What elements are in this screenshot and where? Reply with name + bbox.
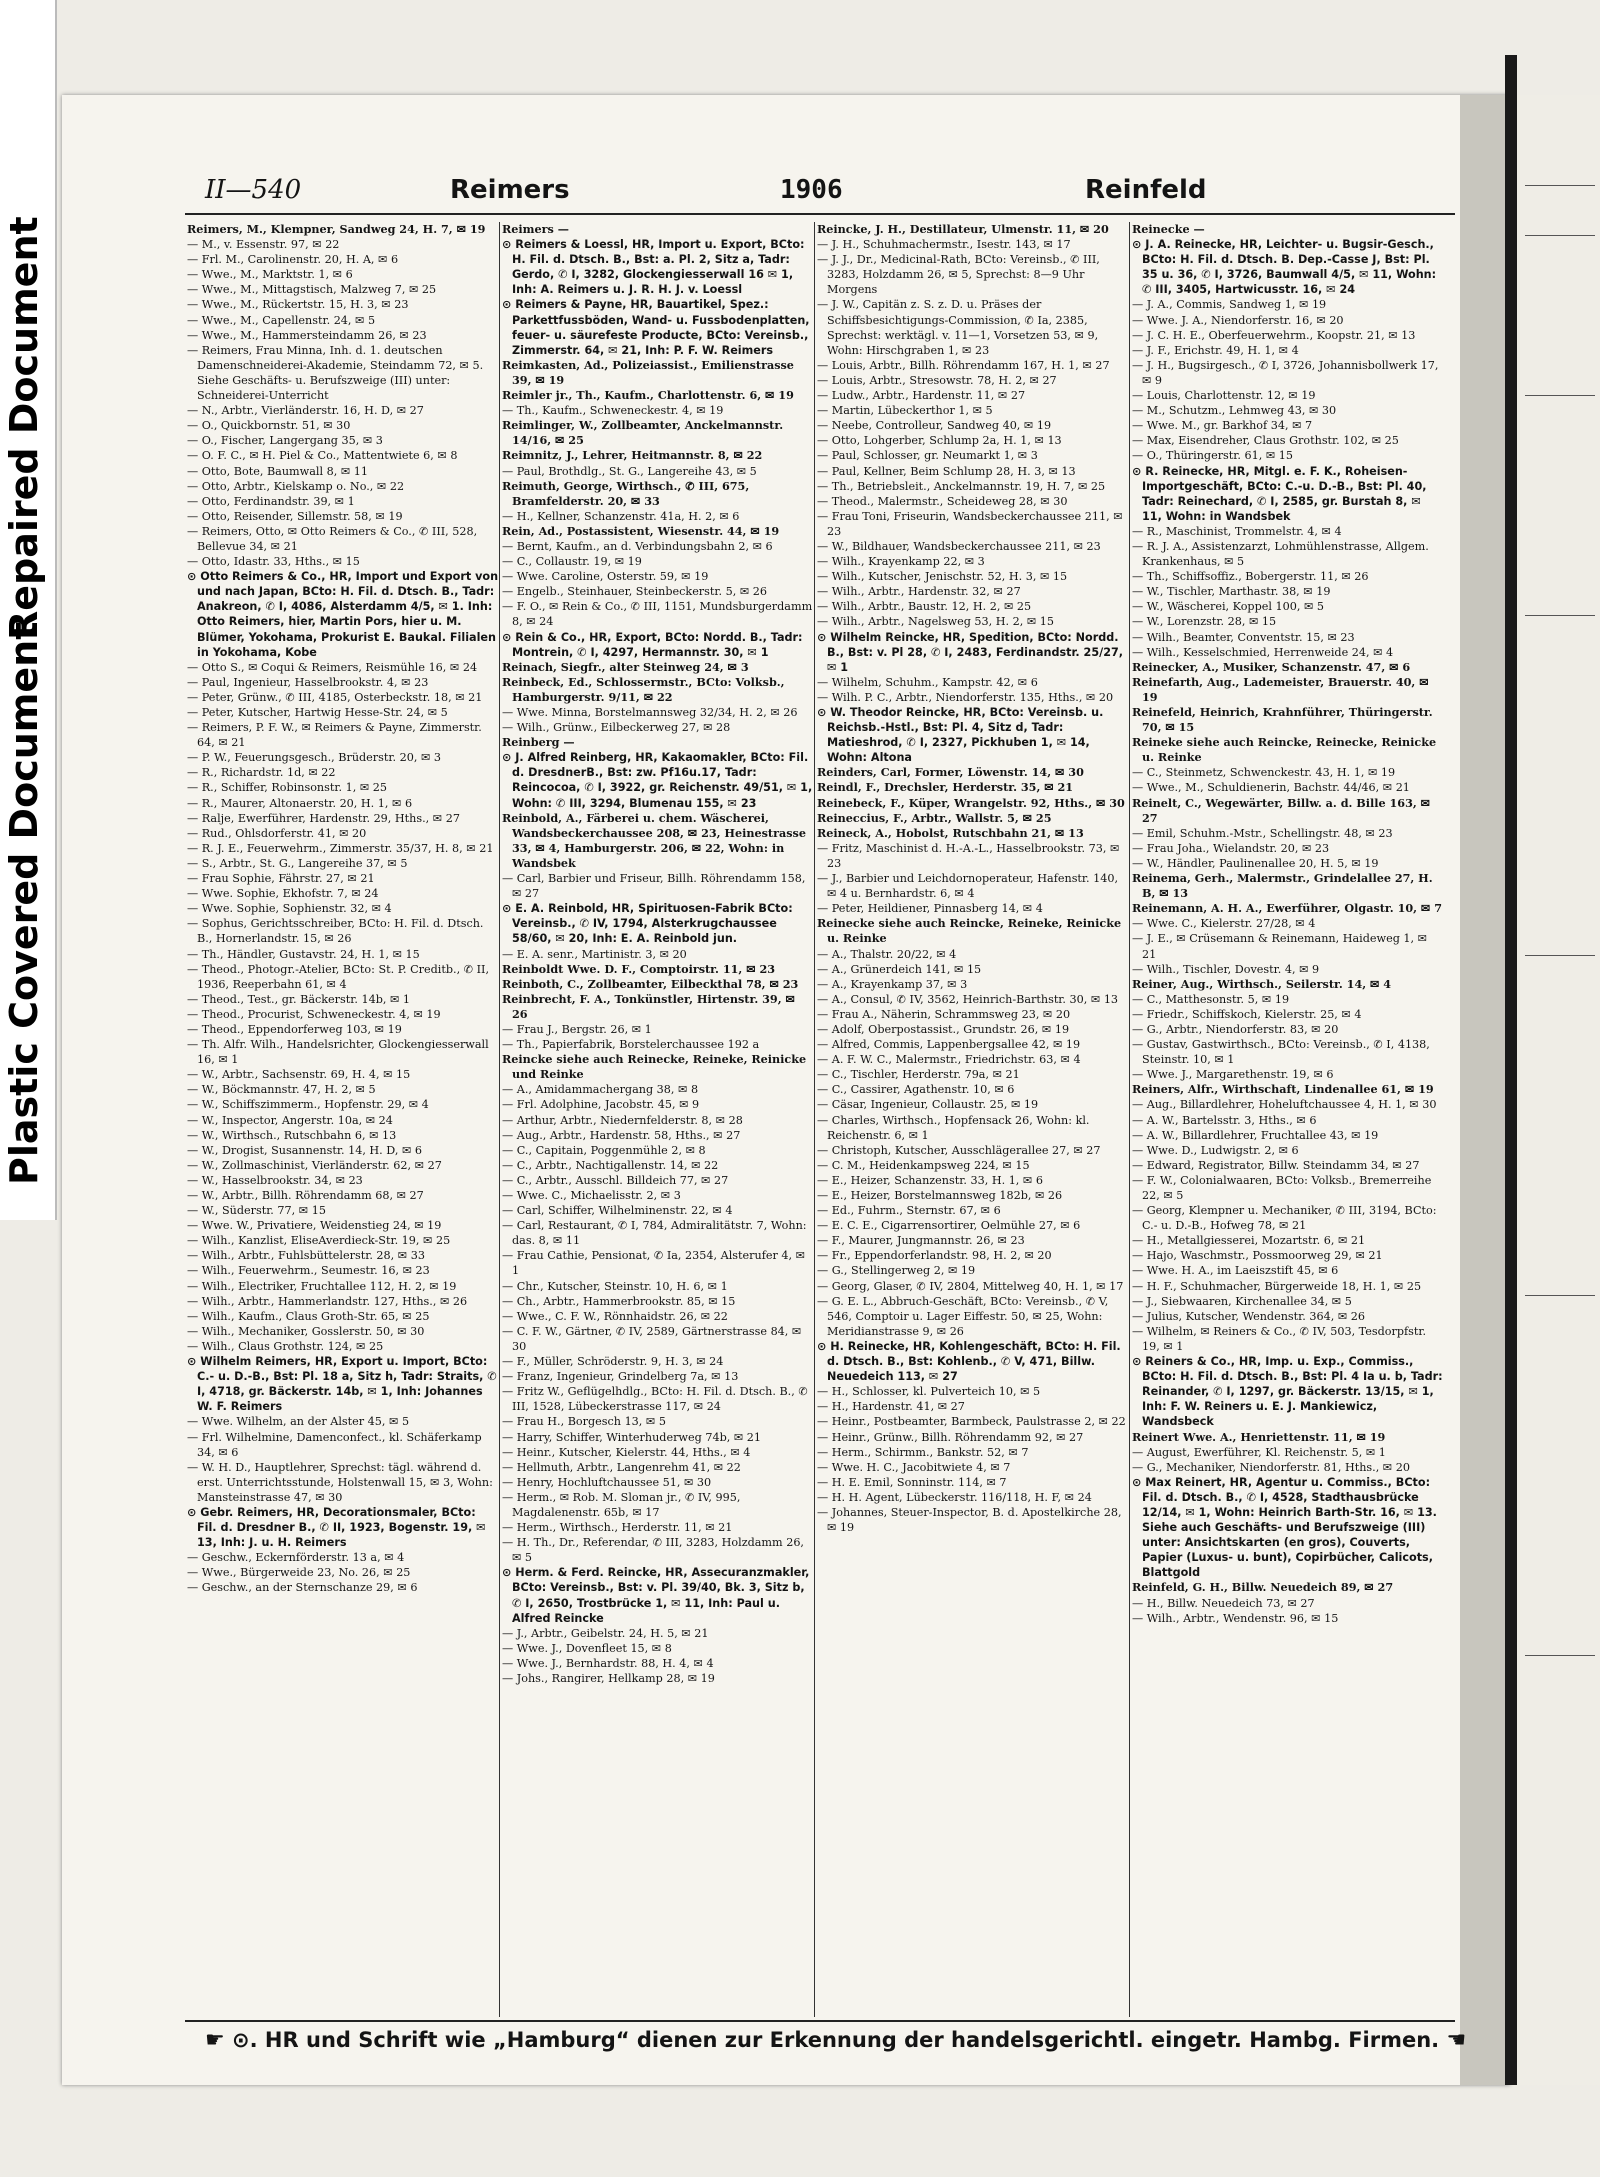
directory-entry: — Frau Toni, Friseurin, Wandsbeckerchaussee 211, ✉ 23 — [817, 509, 1123, 538]
directory-entry: — Sophus, Gerichtsschreiber, BCto: H. Fil. d. Dtsch. B., Hornerlandstr. 15, ✉ 26 — [187, 917, 484, 946]
directory-entry: — M., v. Essenstr. 97, ✉ 22 — [187, 238, 340, 252]
directory-entry: — Reimers, Otto, ✉ Otto Reimers & Co., ✆ III, 528, Bellevue 34, ✉ 21 — [187, 524, 478, 553]
directory-entry: — Frl. M., Carolinenstr. 20, H. A, ✉ 6 — [187, 253, 399, 267]
directory-entry: Reinecke siehe auch Reincke, Reineke, Reinicke u. Reinke — [817, 916, 1122, 946]
directory-entry: — Wwe. C., Michaelisstr. 2, ✉ 3 — [502, 1189, 681, 1202]
directory-entry: ⊙ Gebr. Reimers, HR, Decorationsmaler, BCto: Fil. d. Dresdner B., ✆ II, 1923, Bogenstr. 19, ✉ 13, Inh: J. u. H. Reimers — [187, 1505, 486, 1550]
directory-entry: — Wilh., Kanzlist, EliseAverdieck-Str. 19, ✉ 25 — [187, 1234, 451, 1248]
facing-page-edge — [1517, 95, 1600, 2085]
directory-entry: — Wwe., M., Rückertstr. 15, H. 3, ✉ 23 — [187, 298, 409, 312]
directory-entry: — C., Cassirer, Agathenstr. 10, ✉ 6 — [817, 1083, 1015, 1097]
directory-entry: Reindl, F., Drechsler, Herderstr. 35, ✉ 21 — [817, 780, 1074, 795]
directory-entry: — Geschw., Eckernförderstr. 13 a, ✉ 4 — [187, 1551, 405, 1565]
directory-entry: Reinema, Gerh., Malermstr., Grindelallee 27, H. B, ✉ 13 — [1132, 871, 1433, 901]
directory-entry: — M., Schutzm., Lehmweg 43, ✉ 30 — [1132, 404, 1337, 418]
directory-entry: ⊙ Wilhelm Reimers, HR, Export u. Import, BCto: C.- u. D.-B., Bst: Pl. 18 a, Sitz h, Tadr: Straits, ✆ I, 4718, gr. Bäckerstr. 14b, ✉ 1, Inh: Johannes W. F. Reimers — [187, 1355, 497, 1414]
directory-entry: — Th., Papierfabrik, Borstelerchaussee 192 a — [502, 1038, 760, 1052]
directory-entry: Reinbrecht, F. A., Tonkünstler, Hirtenstr. 39, ✉ 26 — [502, 991, 795, 1021]
directory-entry: — Wwe. W., Privatiere, Weidenstieg 24, ✉ 19 — [187, 1219, 442, 1233]
directory-entry: — J. H., Bugsirgesch., ✆ I, 3726, Johannisbollwerk 17, ✉ 9 — [1132, 358, 1439, 387]
directory-entry: — A., Grünerdeich 141, ✉ 15 — [817, 962, 982, 976]
directory-entry: — Otto, Bote, Baumwall 8, ✉ 11 — [187, 464, 368, 478]
directory-entry: — Frl. Adolphine, Jacobstr. 45, ✉ 9 — [502, 1098, 700, 1112]
directory-entry: — Engelb., Steinhauer, Steinbeckerstr. 5, ✉ 26 — [502, 585, 768, 599]
directory-entry: — Th. Alfr. Wilh., Handelsrichter, Glockengiesserwall 16, ✉ 1 — [187, 1038, 489, 1067]
book-gutter — [1505, 55, 1517, 2085]
directory-entry: — W., Drogist, Susannenstr. 14, H. D, ✉ 6 — [187, 1143, 423, 1157]
footer-text: ⊙. HR und Schrift wie „Hamburg“ dienen zur Erkennung der handelsgerichtl. eingetr. Hambg. Firmen. — [232, 2028, 1440, 2052]
directory-entry: — O. F. C., ✉ H. Piel & Co., Mattentwiete 6, ✉ 8 — [187, 449, 458, 463]
directory-entry: — Wilh., Arbtr., Fuhlsbüttelerstr. 28, ✉ 33 — [187, 1249, 425, 1263]
directory-entry: — Christoph, Kutscher, Ausschlägerallee 27, ✉ 27 — [817, 1143, 1101, 1157]
directory-entry: — Wilh., Arbtr., Baustr. 12, H. 2, ✉ 25 — [817, 600, 1032, 614]
directory-entry: — Fritz, Maschinist d. H.-A.-L., Hasselbrookstr. 73, ✉ 23 — [817, 841, 1120, 870]
directory-entry: — Chr., Kutscher, Steinstr. 10, H. 6, ✉ 1 — [502, 1279, 728, 1293]
directory-entry: Reincke siehe auch Reinecke, Reineke, Reinicke und Reinke — [502, 1052, 807, 1082]
directory-entry: Reineke siehe auch Reincke, Reinecke, Reinicke u. Reinke — [1132, 735, 1437, 765]
directory-entry: — W., Arbtr., Billh. Röhrendamm 68, ✉ 27 — [187, 1189, 424, 1202]
header-first-entry: Reimers — [450, 175, 570, 205]
directory-entry: — Wilh., Tischler, Dovestr. 4, ✉ 9 — [1132, 962, 1320, 976]
directory-entry: — Wwe. J., Dovenfleet 15, ✉ 8 — [502, 1641, 672, 1655]
directory-entry: — Wilh., Feuerwehrm., Seumestr. 16, ✉ 23 — [187, 1264, 430, 1278]
directory-entry: — Paul, Kellner, Beim Schlump 28, H. 3, ✉ 13 — [817, 464, 1076, 478]
directory-entry: ⊙ Otto Reimers & Co., HR, Import und Export von und nach Japan, BCto: H. Fil. d. Dtsch. B., Tadr: Anakreon, ✆ I, 4086, Alsterdamm 4/5, ✉ 1. Inh: Otto Reimers, hier, Martin Pors, hier u. M. Blümer, Yokohama, Prokurist E. Baukal. Filialen in Yokohama, Kobe — [187, 570, 499, 659]
directory-entry: — Gustav, Gastwirthsch., BCto: Vereinsb., ✆ I, 4138, Steinstr. 10, ✉ 1 — [1132, 1038, 1430, 1067]
directory-entry: — C., Matthesonstr. 5, ✉ 19 — [1132, 992, 1290, 1006]
directory-entry: — Heinr., Grünw., Billh. Röhrendamm 92, ✉ 27 — [817, 1430, 1084, 1444]
directory-entry: — Frau J., Bergstr. 26, ✉ 1 — [502, 1022, 652, 1036]
directory-entry: Reinbeck, Ed., Schlossermstr., BCto: Volksb., Hamburgerstr. 9/11, ✉ 22 — [502, 674, 785, 704]
directory-entry: — Wwe. H. A., im Laeiszstift 45, ✉ 6 — [1132, 1264, 1339, 1278]
directory-entry: — R., Maschinist, Trommelstr. 4, ✉ 4 — [1132, 524, 1342, 538]
directory-entry: — Henry, Hochluftchaussee 51, ✉ 30 — [502, 1475, 712, 1489]
directory-entry: — Bernt, Kaufm., an d. Verbindungsbahn 2, ✉ 6 — [502, 539, 773, 553]
directory-entry: — Paul, Ingenieur, Hasselbrookstr. 4, ✉ 23 — [187, 675, 429, 689]
directory-entry: ⊙ Max Reinert, HR, Agentur u. Commiss., BCto: Fil. d. Dtsch. B., ✆ I, 4528, Stadthausbrücke 12/14, ✉ 1, Wohn: Heinrich Barth-Str. 16, ✉ 13. Siehe auch Geschäfts- und Berufszweige (III) unter: Ansichtskarten (en gros), Couverts, Papier (Luxus- u. bunt), Copirbücher, Calicots, Blattgold — [1132, 1475, 1437, 1580]
directory-entry: Reimlinger, W., Zollbeamter, Anckelmannstr. 14/16, ✉ 25 — [502, 418, 784, 448]
directory-entry: — Wwe. D., Ludwigstr. 2, ✉ 6 — [1132, 1143, 1299, 1157]
directory-entry: — Frau Sophie, Fährstr. 27, ✉ 21 — [187, 872, 375, 886]
footer-rule — [185, 2020, 1455, 2022]
directory-entry: — C., Steinmetz, Schwenckestr. 43, H. 1, ✉ 19 — [1132, 766, 1396, 780]
directory-entry: — Frau Joha., Wielandstr. 20, ✉ 23 — [1132, 841, 1330, 855]
directory-entry: — Wwe., M., Schuldienerin, Bachstr. 44/46, ✉ 21 — [1132, 781, 1410, 795]
directory-entry: — Paul, Schlosser, gr. Neumarkt 1, ✉ 3 — [817, 449, 1038, 463]
directory-entry: — Carl, Restaurant, ✆ I, 784, Admiralitätstr. 7, Wohn: das. 8, ✉ 11 — [502, 1219, 807, 1248]
directory-entry: — P. W., Feuerungsgesch., Brüderstr. 20, ✉ 3 — [187, 751, 442, 765]
directory-entry: — H. E. Emil, Sonninstr. 114, ✉ 7 — [817, 1475, 1007, 1489]
directory-entry: — A., Thalstr. 20/22, ✉ 4 — [817, 947, 957, 961]
directory-entry: — Wilh., Mechaniker, Gosslerstr. 50, ✉ 30 — [187, 1324, 425, 1338]
directory-entry: — A., Consul, ✆ IV, 3562, Heinrich-Barthstr. 30, ✉ 13 — [817, 992, 1119, 1006]
directory-entry: — Herm., ✉ Rob. M. Sloman jr., ✆ IV, 995, Magdalenenstr. 65b, ✉ 17 — [502, 1490, 741, 1519]
directory-entry: — A. W., Billardlehrer, Fruchtallee 43, ✉ 19 — [1132, 1128, 1379, 1142]
directory-entry: — E., Heizer, Schanzenstr. 33, H. 1, ✉ 6 — [817, 1173, 1043, 1187]
directory-entry: — Aug., Arbtr., Hardenstr. 58, Hths., ✉ 27 — [502, 1128, 741, 1142]
directory-entry: Reinecke — — [1132, 222, 1205, 236]
directory-entry: — H., Metallgiesserei, Mozartstr. 6, ✉ 21 — [1132, 1234, 1366, 1248]
directory-entry: — H., Kellner, Schanzenstr. 41a, H. 2, ✉ 6 — [502, 509, 740, 523]
column-divider — [1129, 222, 1130, 2017]
directory-entry: Reimkasten, Ad., Polizeiassist., Emilienstrasse 39, ✉ 19 — [502, 357, 794, 387]
directory-entry: — Peter, Grünw., ✆ III, 4185, Osterbeckstr. 18, ✉ 21 — [187, 690, 483, 704]
directory-entry: — C. F. W., Gärtner, ✆ IV, 2589, Gärtnerstrasse 84, ✉ 30 — [502, 1324, 802, 1353]
directory-entry: — Ralje, Ewerführer, Hardenstr. 29, Hths., ✉ 27 — [187, 811, 460, 825]
directory-entry: — C., Arbtr., Ausschl. Billdeich 77, ✉ 27 — [502, 1173, 729, 1187]
directory-entry: Reinbold, A., Färberei u. chem. Wäscherei, Wandsbeckerchaussee 208, ✉ 23, Heinestrasse 33, ✉ 4, Hamburgerstr. 206, ✉ 22, Wohn: in Wandsbek — [502, 810, 806, 870]
directory-entry: — Neebe, Controlleur, Sandweg 40, ✉ 19 — [817, 419, 1052, 433]
header-year: 1906 — [780, 175, 843, 205]
directory-entry: — Theod., Malermstr., Scheideweg 28, ✉ 30 — [817, 494, 1068, 508]
directory-entry: — Wwe. M., gr. Barkhof 34, ✉ 7 — [1132, 419, 1313, 433]
directory-entry: — Peter, Kutscher, Hartwig Hesse-Str. 24, ✉ 5 — [187, 706, 448, 719]
directory-entry: Reineccius, F., Arbtr., Wallstr. 5, ✉ 25 — [817, 810, 1052, 825]
directory-entry: — Th., Händler, Gustavstr. 24, H. 1, ✉ 15 — [187, 947, 420, 961]
directory-entry: — J., Arbtr., Geibelstr. 24, H. 5, ✉ 21 — [502, 1626, 709, 1640]
directory-entry: — Wwe., M., Hammersteindamm 26, ✉ 23 — [187, 328, 427, 342]
directory-entry: — Geschw., an der Sternschanze 29, ✉ 6 — [187, 1581, 418, 1595]
directory-entry: — J. J., Dr., Medicinal-Rath, BCto: Vereinsb., ✆ III, 3283, Holzdamm 26, ✉ 5, Sprechst: 8—9 Uhr Morgens — [817, 253, 1100, 297]
directory-entry: — R., Maurer, Altonaerstr. 20, H. 1, ✉ 6 — [187, 796, 413, 810]
directory-entry: — Emil, Schuhm.-Mstr., Schellingstr. 48, ✉ 23 — [1132, 826, 1393, 840]
directory-entry: — W., Hasselbrookstr. 34, ✉ 23 — [187, 1173, 363, 1187]
directory-entry: Reimler jr., Th., Kaufm., Charlottenstr. 6, ✉ 19 — [502, 388, 794, 403]
directory-entry: Reiner, Aug., Wirthsch., Seilerstr. 14, ✉ 4 — [1132, 976, 1392, 991]
directory-entry: — A., Krayenkamp 37, ✉ 3 — [817, 977, 968, 991]
directory-column-1 — [187, 222, 499, 2017]
directory-entry: ⊙ H. Reinecke, HR, Kohlengeschäft, BCto: H. Fil. d. Dtsch. B., Bst: Kohlenb., ✆ V, 471, Billw. Neuedeich 113, ✉ 27 — [817, 1339, 1121, 1384]
directory-entry: — Wwe. J., Margarethenstr. 19, ✉ 6 — [1132, 1068, 1334, 1082]
directory-entry: — Otto, Lohgerber, Schlump 2a, H. 1, ✉ 13 — [817, 434, 1062, 448]
directory-entry: Reinfeld, G. H., Billw. Neuedeich 89, ✉ 27 — [1132, 1580, 1394, 1595]
directory-entry: — E. A. senr., Martinistr. 3, ✉ 20 — [502, 947, 687, 961]
facing-page-text-fragment — [1525, 395, 1595, 405]
directory-entry: — Harry, Schiffer, Winterhuderweg 74b, ✉ 21 — [502, 1430, 762, 1444]
directory-entry: — W., Zollmaschinist, Vierländerstr. 62, ✉ 27 — [187, 1158, 442, 1172]
directory-entry: — Theod., Test., gr. Bäckerstr. 14b, ✉ 1 — [187, 992, 411, 1006]
directory-entry: — Johannes, Steuer-Inspector, B. d. Apostelkirche 28, ✉ 19 — [817, 1505, 1122, 1535]
directory-entry: — Wilh., Kutscher, Jenischstr. 52, H. 3, ✉ 15 — [817, 570, 1068, 584]
header-rule — [185, 213, 1455, 215]
directory-entry: Reinelt, C., Wegewärter, Billw. a. d. Bille 163, ✉ 27 — [1132, 795, 1431, 825]
directory-entry: — C., Collaustr. 19, ✉ 19 — [502, 555, 642, 569]
directory-entry: — J. W., Capitän z. S. z. D. u. Präses der Schiffsbesichtigungs-Commission, ✆ Ia, 2385, Sprechst: werktägl. v. 11—1, Vorsetzen 53, ✉ 9, Wohn: Hirschgraben 1, ✉ 23 — [817, 298, 1099, 357]
directory-entry: — Louis, Arbtr., Billh. Röhrendamm 167, H. 1, ✉ 27 — [817, 358, 1110, 372]
directory-entry: — R. J. E., Feuerwehrm., Zimmerstr. 35/37, H. 8, ✉ 21 — [187, 841, 494, 855]
running-header — [205, 175, 1445, 211]
directory-entry: — Arthur, Arbtr., Niedernfelderstr. 8, ✉ 28 — [502, 1113, 743, 1127]
directory-entry: ⊙ Wilhelm Reincke, HR, Spedition, BCto: Nordd. B., Bst: v. Pl 28, ✆ I, 2483, Ferdinandstr. 25/27, ✉ 1 — [817, 630, 1124, 674]
directory-entry: ⊙ Herm. & Ferd. Reincke, HR, Assecuranzmakler, BCto: Vereinsb., Bst: v. Pl. 39/40, Bk. 3, Sitz b, ✆ I, 2650, Trostbrücke 1, ✉ 11, Inh: Paul u. Alfred Reincke — [502, 1566, 810, 1625]
directory-entry: — J. E., ✉ Crüsemann & Reinemann, Haideweg 1, ✉ 21 — [1132, 932, 1428, 961]
pointing-hand-right-icon: ☛ — [205, 2028, 225, 2053]
directory-entry: — Otto S., ✉ Coqui & Reimers, Reismühle 16, ✉ 24 — [187, 660, 478, 674]
directory-entry: Reinboth, C., Zollbeamter, Eilbeckthal 78, ✉ 23 — [502, 976, 799, 991]
directory-entry: — W., Wirthsch., Rutschbahn 6, ✉ 13 — [187, 1128, 397, 1142]
directory-entry: — Wwe., M., Mittagstisch, Malzweg 7, ✉ 25 — [187, 283, 437, 297]
footer-note — [205, 2028, 1467, 2053]
directory-entry: — Ludw., Arbtr., Hardenstr. 11, ✉ 27 — [817, 389, 1026, 403]
directory-entry: Reinboldt Wwe. D. F., Comptoirstr. 11, ✉ 23 — [502, 961, 776, 976]
directory-entry: — H., Schlosser, kl. Pulverteich 10, ✉ 5 — [817, 1385, 1041, 1399]
directory-entry: — Th., Betriebsleit., Anckelmannstr. 19, H. 7, ✉ 25 — [817, 479, 1106, 493]
directory-entry: — Wilh. P. C., Arbtr., Niendorferstr. 135, Hths., ✉ 20 — [817, 690, 1114, 704]
directory-entry: — Rud., Ohlsdorferstr. 41, ✉ 20 — [187, 826, 367, 840]
directory-entry: — H., Hardenstr. 41, ✉ 27 — [817, 1400, 965, 1414]
directory-entry: ⊙ J. A. Reinecke, HR, Leichter- u. Bugsir-Gesch., BCto: H. Fil. d. Dtsch. B. Dep.-Casse J, Bst: Pl. 35 u. 36, ✆ I, 3726, Baumwall 4/5, ✉ 11, Wohn: ✆ III, 3405, Hartwicusstr. 16, ✉ 24 — [1132, 238, 1437, 297]
directory-entry: Reinberg — — [502, 735, 575, 750]
conservation-label-strip — [0, 0, 57, 1220]
directory-entry: — F. O., ✉ Rein & Co., ✆ III, 1151, Mundsburgerdamm 8, ✉ 24 — [502, 600, 813, 629]
facing-page-text-fragment — [1525, 955, 1595, 965]
directory-entry: — Wwe. Caroline, Osterstr. 59, ✉ 19 — [502, 570, 709, 584]
directory-entry: — W., Schiffszimmerm., Hopfenstr. 29, ✉ 4 — [187, 1098, 429, 1112]
directory-entry: — Frau A., Näherin, Schrammsweg 23, ✉ 20 — [817, 1007, 1071, 1021]
directory-entry: — Frau H., Borgesch 13, ✉ 5 — [502, 1415, 666, 1429]
column-divider — [499, 222, 500, 2017]
directory-entry: — Wilh., Beamter, Conventstr. 15, ✉ 23 — [1132, 630, 1355, 644]
directory-entry: — Th., Kaufm., Schweneckestr. 4, ✉ 19 — [502, 404, 724, 418]
directory-entry: — O., Quickbornstr. 51, ✉ 30 — [187, 419, 351, 433]
directory-entry: — Carl, Barbier und Friseur, Billh. Röhrendamm 158, ✉ 27 — [502, 872, 806, 901]
label-plastic-covered-document: Plastic Covered Document — [2, 621, 46, 1185]
directory-entry: — Theod., Photogr.-Atelier, BCto: St. P. Creditb., ✆ II, 1936, Reeperbahn 61, ✉ 4 — [187, 962, 490, 991]
facing-page-text-fragment — [1525, 1295, 1595, 1305]
directory-entry: — Edward, Registrator, Billw. Steindamm 34, ✉ 27 — [1132, 1158, 1420, 1172]
directory-entry: — Theod., Procurist, Schweneckestr. 4, ✉ 19 — [187, 1007, 441, 1021]
directory-entry: — Georg, Glaser, ✆ IV, 2804, Mittelweg 40, H. 1, ✉ 17 — [817, 1279, 1124, 1293]
directory-entry: — Wilhelm, Schuhm., Kampstr. 42, ✉ 6 — [817, 675, 1038, 689]
directory-entry: — H. F., Schuhmacher, Bürgerweide 18, H. 1, ✉ 25 — [1132, 1279, 1422, 1293]
directory-entry: — Reimers, P. F. W., ✉ Reimers & Payne, Zimmerstr. 64, ✉ 21 — [187, 721, 482, 750]
directory-entry: — Fritz W., Geflügelhdlg., BCto: H. Fil. d. Dtsch. B., ✆ III, 1528, Lübeckerstrasse 117, ✉ 24 — [502, 1385, 808, 1414]
directory-entry: — Georg, Klempner u. Mechaniker, ✆ III, 3194, BCto: C.- u. D.-B., Hofweg 78, ✉ 21 — [1132, 1204, 1437, 1233]
directory-entry: — Charles, Wirthsch., Hopfensack 26, Wohn: kl. Reichenstr. 6, ✉ 1 — [817, 1113, 1090, 1142]
directory-entry: — O., Fischer, Langergang 35, ✉ 3 — [187, 434, 383, 448]
directory-entry: ⊙ R. Reinecke, HR, Mitgl. e. F. K., Roheisen-Importgeschäft, BCto: C.-u. D.-B., Bst: Pl. 40, Tadr: Reinechard, ✆ I, 2585, gr. Burstah 8, ✉ 11, Wohn: in Wandsbek — [1132, 464, 1427, 523]
directory-entry: — Wwe. Wilhelm, an der Alster 45, ✉ 5 — [187, 1415, 410, 1429]
facing-page-text-fragment — [1525, 185, 1595, 195]
facing-page-text-fragment — [1525, 615, 1595, 625]
directory-entry: — Aug., Billardlehrer, Hoheluftchaussee 4, H. 1, ✉ 30 — [1132, 1098, 1437, 1112]
directory-entry: — J. H., Schuhmachermstr., Isestr. 143, ✉ 17 — [817, 238, 1071, 252]
directory-entry: — A. F. W. C., Malermstr., Friedrichstr. 63, ✉ 4 — [817, 1053, 1081, 1067]
directory-entry: — G., Mechaniker, Niendorferstr. 81, Hths., ✉ 20 — [1132, 1460, 1410, 1474]
directory-entry: — C., Arbtr., Nachtigallenstr. 14, ✉ 22 — [502, 1158, 719, 1172]
directory-entry: — Herm., Wirthsch., Herderstr. 11, ✉ 21 — [502, 1521, 733, 1535]
directory-entry: — R., Richardstr. 1d, ✉ 22 — [187, 766, 336, 780]
directory-entry: — W., Arbtr., Sachsenstr. 69, H. 4, ✉ 15 — [187, 1068, 411, 1082]
directory-entry: Reinemann, A. H. A., Ewerführer, Olgastr. 10, ✉ 7 — [1132, 901, 1442, 916]
directory-entry: — Wilh., Claus Grothstr. 124, ✉ 25 — [187, 1339, 384, 1353]
directory-entry: ⊙ E. A. Reinbold, HR, Spirituosen-Fabrik BCto: Vereinsb., ✆ IV, 1794, Alsterkrugchaussee 58/60, ✉ 20, Inh: E. A. Reinbold jun. — [502, 902, 793, 946]
directory-entry: — R., Schiffer, Robinsonstr. 1, ✉ 25 — [187, 781, 387, 795]
directory-entry: — Wilh., Arbtr., Nagelsweg 53, H. 2, ✉ 15 — [817, 615, 1055, 629]
directory-entry: ⊙ Reimers & Loessl, HR, Import u. Export, BCto: H. Fil. d. Dtsch. B., Bst: a. Pl. 2, Sitz a, Tadr: Gerdo, ✆ I, 3282, Glockengiesserwall 16 ✉ 1, Inh: A. Reimers u. J. R. H. J. v. Loessl — [502, 238, 805, 297]
directory-entry: — Wwe. C., Kielerstr. 27/28, ✉ 4 — [1132, 917, 1316, 931]
directory-entry: Reincke, J. H., Destillateur, Ulmenstr. 11, ✉ 20 — [817, 222, 1109, 236]
directory-entry: — Hellmuth, Arbtr., Langenrehm 41, ✉ 22 — [502, 1460, 741, 1474]
directory-entry: — Wwe., M., Marktstr. 1, ✉ 6 — [187, 268, 353, 282]
directory-entry: Reinert Wwe. A., Henriettenstr. 11, ✉ 19 — [1132, 1429, 1386, 1444]
directory-entry: — W., Tischler, Marthastr. 38, ✉ 19 — [1132, 585, 1331, 599]
directory-entry: — Louis, Charlottenstr. 12, ✉ 19 — [1132, 389, 1316, 403]
directory-entry: — Friedr., Schiffskoch, Kielerstr. 25, ✉ 4 — [1132, 1007, 1362, 1021]
directory-entry: — Hajo, Waschmstr., Possmoorweg 29, ✉ 21 — [1132, 1249, 1383, 1263]
directory-entry: Reimuth, George, Wirthsch., ✆ III, 675, Bramfelderstr. 20, ✉ 33 — [502, 478, 750, 508]
directory-entry: — G., Arbtr., Niendorferstr. 83, ✉ 20 — [1132, 1022, 1339, 1036]
directory-entry: — F., Maurer, Jungmannstr. 26, ✉ 23 — [817, 1234, 1025, 1248]
directory-entry: — Ed., Fuhrm., Sternstr. 67, ✉ 6 — [817, 1204, 1001, 1218]
directory-entry: — Wwe. Minna, Borstelmannsweg 32/34, H. 2, ✉ 26 — [502, 706, 798, 719]
directory-column-2 — [502, 222, 814, 2017]
directory-entry: — C., Tischler, Herderstr. 79a, ✉ 21 — [817, 1068, 1020, 1082]
directory-entry: — Wwe. J., Bernhardstr. 88, H. 4, ✉ 4 — [502, 1656, 714, 1670]
directory-entry: — F. W., Colonialwaaren, BCto: Volksb., Bremerreihe 22, ✉ 5 — [1132, 1173, 1432, 1202]
directory-entry: — C., Capitain, Poggenmühle 2, ✉ 8 — [502, 1143, 706, 1157]
directory-entry: — W. H. D., Hauptlehrer, Sprechst: tägl. während d. erst. Unterrichtsstunde, Holstenwall 15, ✉ 3, Wohn: Mansteinstrasse 47, ✉ 30 — [187, 1460, 493, 1504]
directory-entry: Reinach, Siegfr., alter Steinweg 24, ✉ 3 — [502, 659, 749, 674]
directory-entry: Reimers, M., Klempner, Sandweg 24, H. 7, ✉ 19 — [187, 222, 486, 236]
directory-entry: — W., Süderstr. 77, ✉ 15 — [187, 1204, 326, 1218]
directory-entry: — Wilh., Arbtr., Hardenstr. 32, ✉ 27 — [817, 585, 1021, 599]
directory-entry: ⊙ W. Theodor Reincke, HR, BCto: Vereinsb. u. Reichsb.-Hstl., Bst: Pl. 4, Sitz d, Tadr: Matieshrod, ✆ I, 2327, Pickhuben 1, ✉ 14, Wohn: Altona — [817, 706, 1104, 765]
directory-entry: — Wilhelm, ✉ Reiners & Co., ✆ IV, 503, Tesdorpfstr. 19, ✉ 1 — [1132, 1324, 1427, 1353]
directory-entry: — J. F., Erichstr. 49, H. 1, ✉ 4 — [1132, 343, 1299, 357]
directory-entry: Reinebeck, F., Küper, Wrangelstr. 92, Hths., ✉ 30 — [817, 795, 1125, 810]
directory-entry: — C. M., Heidenkampsweg 224, ✉ 15 — [817, 1158, 1030, 1172]
directory-entry: — Wwe., Bürgerweide 23, No. 26, ✉ 25 — [187, 1566, 411, 1580]
directory-entry: — Wwe. J. A., Niendorferstr. 16, ✉ 20 — [1132, 313, 1344, 327]
directory-entry: — Heinr., Kutscher, Kielerstr. 44, Hths., ✉ 4 — [502, 1445, 751, 1459]
directory-entry: — F., Müller, Schröderstr. 9, H. 3, ✉ 24 — [502, 1355, 724, 1369]
directory-entry: — Cäsar, Ingenieur, Collaustr. 25, ✉ 19 — [817, 1098, 1039, 1112]
directory-entry: — Wilh., Grünw., Eilbeckerweg 27, ✉ 28 — [502, 721, 731, 735]
directory-entry: — Otto, Idastr. 33, Hths., ✉ 15 — [187, 555, 360, 569]
directory-entry: — Reimers, Frau Minna, Inh. d. 1. deutschen Damenschneiderei-Akademie, Steindamm 72, ✉ 5. Siehe Geschäfts- u. Berufszweige (III) unter: Schneiderei-Unterricht — [187, 343, 484, 403]
directory-entry: — J., Barbier und Leichdornoperateur, Hafenstr. 140, ✉ 4 u. Bernhardstr. 6, ✉ 4 — [817, 872, 1119, 901]
directory-entry: — H. H. Agent, Lübeckerstr. 116/118, H. F, ✉ 24 — [817, 1490, 1092, 1504]
directory-entry: — H. Th., Dr., Referendar, ✆ III, 3283, Holzdamm 26, ✉ 5 — [502, 1536, 804, 1565]
directory-entry: — R. J. A., Assistenzarzt, Lohmühlenstrasse, Allgem. Krankenhaus, ✉ 5 — [1132, 539, 1429, 569]
directory-entry: — Adolf, Oberpostassist., Grundstr. 26, ✉ 19 — [817, 1022, 1070, 1036]
directory-entry: Rein, Ad., Postassistent, Wiesenstr. 44, ✉ 19 — [502, 523, 780, 538]
directory-entry: Reinefeld, Heinrich, Krahnführer, Thüringerstr. 70, ✉ 15 — [1132, 705, 1433, 735]
column-divider — [814, 222, 815, 2017]
directory-entry: — Fr., Eppendorferlandstr. 98, H. 2, ✉ 20 — [817, 1249, 1052, 1263]
directory-entry: ⊙ Reimers & Payne, HR, Bauartikel, Spez.: Parkettfussböden, Wand- u. Fussbodenplatten, feuer- u. säurefeste Producte, BCto: Vereinsb., Zimmerstr. 64, ✉ 21, Inh: P. F. W. Reimers — [502, 298, 810, 357]
directory-entry: — A. W., Bartelsstr. 3, Hths., ✉ 6 — [1132, 1113, 1317, 1127]
directory-entry: — Louis, Arbtr., Stresowstr. 78, H. 2, ✉ 27 — [817, 373, 1057, 387]
directory-entry: — W., Lorenzstr. 28, ✉ 15 — [1132, 615, 1277, 629]
directory-entry: Reiners, Alfr., Wirthschaft, Lindenallee 61, ✉ 19 — [1132, 1082, 1434, 1097]
directory-entry: — G. E. L., Abbruch-Geschäft, BCto: Vereinsb., ✆ V, 546, Comptoir u. Lager Eiffestr. 50, ✉ 25, Wohn: Meridianstrasse 9, ✉ 26 — [817, 1294, 1109, 1338]
directory-entry: — Wilh., Arbtr., Hammerlandstr. 127, Hths., ✉ 26 — [187, 1294, 468, 1308]
directory-entry: — Paul, Brothdlg., St. G., Langereihe 43, ✉ 5 — [502, 464, 757, 478]
directory-entry: — Wilh., Arbtr., Wendenstr. 96, ✉ 15 — [1132, 1611, 1339, 1625]
directory-entry: — W., Bildhauer, Wandsbeckerchaussee 211, ✉ 23 — [817, 539, 1101, 553]
directory-entry: — W., Wäscherei, Koppel 100, ✉ 5 — [1132, 600, 1325, 614]
directory-entry: — Otto, Reisender, Sillemstr. 58, ✉ 19 — [187, 509, 403, 523]
directory-entry: — Peter, Heildiener, Pinnasberg 14, ✉ 4 — [817, 902, 1043, 916]
directory-entry: — W., Böckmannstr. 47, H. 2, ✉ 5 — [187, 1083, 376, 1097]
directory-entry: — Otto, Arbtr., Kielskamp o. No., ✉ 22 — [187, 479, 405, 493]
directory-entry: — Wilh., Electriker, Fruchtallee 112, H. 2, ✉ 19 — [187, 1279, 457, 1293]
directory-entry: Reimers — — [502, 222, 569, 236]
directory-entry: — Wilh., Kaufm., Claus Groth-Str. 65, ✉ 25 — [187, 1309, 430, 1323]
directory-entry: — S., Arbtr., St. G., Langereihe 37, ✉ 5 — [187, 856, 408, 870]
directory-entry: — Herm., Schirmm., Bankstr. 52, ✉ 7 — [817, 1445, 1029, 1459]
directory-entry: — E., Heizer, Borstelmannsweg 182b, ✉ 26 — [817, 1189, 1063, 1202]
directory-entry: Reineck, A., Hobolst, Rutschbahn 21, ✉ 13 — [817, 825, 1084, 840]
directory-entry: — E. C. E., Cigarrensortirer, Oelmühle 27, ✉ 6 — [817, 1219, 1081, 1233]
directory-entry: ⊙ Rein & Co., HR, Export, BCto: Nordd. B., Tadr: Montrein, ✆ I, 4297, Hermannstr. 30, ✉ 1 — [502, 630, 803, 659]
directory-entry: Reinders, Carl, Former, Löwenstr. 14, ✉ 30 — [817, 765, 1084, 780]
directory-entry: — Alfred, Commis, Lappenbergsallee 42, ✉ 19 — [817, 1038, 1081, 1052]
directory-entry: — Wwe. H. C., Jacobitwiete 4, ✉ 7 — [817, 1460, 1011, 1474]
directory-entry: — Carl, Schiffer, Wilhelminenstr. 22, ✉ 4 — [502, 1204, 733, 1218]
directory-entry: Reimnitz, J., Lehrer, Heitmannstr. 8, ✉ 22 — [502, 448, 763, 463]
directory-column-4 — [1132, 222, 1444, 2017]
directory-entry: — W., Inspector, Angerstr. 10a, ✉ 24 — [187, 1113, 393, 1127]
directory-column-3 — [817, 222, 1129, 2017]
directory-entry: — Otto, Ferdinandstr. 39, ✉ 1 — [187, 494, 355, 508]
directory-entry: — Johs., Rangirer, Hellkamp 28, ✉ 19 — [502, 1672, 715, 1685]
page-number: II—540 — [205, 175, 302, 205]
directory-entry: — Theod., Eppendorferweg 103, ✉ 19 — [187, 1022, 402, 1036]
directory-entry: — Th., Schiffsoffiz., Bobergerstr. 11, ✉ 26 — [1132, 570, 1369, 584]
directory-entry: ⊙ J. Alfred Reinberg, HR, Kakaomakler, BCto: Fil. d. DresdnerB., Bst: zw. Pf16u.17, Tadr: Reincocoa, ✆ I, 3922, gr. Reichenstr. 49/51, ✉ 1, Wohn: ✆ III, 3294, Blumenau 155, ✉ 23 — [502, 751, 813, 810]
directory-entry: — Wwe., M., Capellenstr. 24, ✉ 5 — [187, 313, 376, 327]
facing-page-text-fragment — [1525, 1655, 1595, 1665]
directory-entry: — Heinr., Postbeamter, Barmbeck, Paulstrasse 2, ✉ 22 — [817, 1415, 1126, 1429]
directory-entry: — Wwe., C. F. W., Rönnhaidstr. 26, ✉ 22 — [502, 1309, 728, 1323]
directory-entry: — J. C. H. E., Oberfeuerwehrm., Koopstr. 21, ✉ 13 — [1132, 328, 1416, 342]
directory-entry: — Wwe. Sophie, Sophienstr. 32, ✉ 4 — [187, 902, 392, 916]
directory-entry: — Martin, Lübeckerthor 1, ✉ 5 — [817, 404, 993, 418]
directory-entry: — O., Thüringerstr. 61, ✉ 15 — [1132, 449, 1294, 463]
directory-entry: — G., Stellingerweg 2, ✉ 19 — [817, 1264, 976, 1278]
facing-page-text-fragment — [1525, 235, 1595, 245]
directory-entry: — Frl. Wilhelmine, Damenconfect., kl. Schäferkamp 34, ✉ 6 — [187, 1430, 482, 1459]
directory-entry: — Wilh., Krayenkamp 22, ✉ 3 — [817, 555, 985, 569]
pointing-hand-left-icon: ☚ — [1446, 2028, 1467, 2053]
directory-entry: ⊙ Reiners & Co., HR, Imp. u. Exp., Commiss., BCto: H. Fil. d. Dtsch. B., Bst: Pl. 4 Ia u. b, Tadr: Reinander, ✆ I, 1297, gr. Bäckerstr. 13/15, ✉ 1, Inh: F. W. Reiners u. E. J. Mankiewicz, Wandsbeck — [1132, 1355, 1443, 1429]
directory-entry: — Frau Cathie, Pensionat, ✆ Ia, 2354, Alsterufer 4, ✉ 1 — [502, 1249, 805, 1278]
label-repaired-document: Repaired Document — [2, 216, 46, 640]
directory-entry: — Wilh., Kesselschmied, Herrenweide 24, ✉ 4 — [1132, 645, 1394, 659]
directory-entry: — August, Ewerführer, Kl. Reichenstr. 5, ✉ 1 — [1132, 1445, 1386, 1459]
directory-entry: — W., Händler, Paulinenallee 20, H. 5, ✉ 19 — [1132, 856, 1379, 870]
directory-entry: — Franz, Ingenieur, Grindelberg 7a, ✉ 13 — [502, 1370, 739, 1384]
directory-entry: — Ch., Arbtr., Hammerbrookstr. 85, ✉ 15 — [502, 1294, 736, 1308]
directory-entry: — N., Arbtr., Vierländerstr. 16, H. D, ✉ 27 — [187, 404, 424, 418]
directory-entry: Reinefarth, Aug., Lademeister, Brauerstr. 40, ✉ 19 — [1132, 674, 1429, 704]
directory-entry: — A., Amidammachergang 38, ✉ 8 — [502, 1083, 699, 1097]
header-last-entry: Reinfeld — [1085, 175, 1207, 205]
directory-entry: — Julius, Kutscher, Wendenstr. 364, ✉ 26 — [1132, 1309, 1366, 1323]
directory-entry: — J., Siebwaaren, Kirchenallee 34, ✉ 5 — [1132, 1294, 1352, 1308]
page-edge-shadow — [1460, 95, 1510, 2085]
directory-entry: — H., Billw. Neuedeich 73, ✉ 27 — [1132, 1596, 1315, 1610]
directory-entry: Reinecker, A., Musiker, Schanzenstr. 47, ✉ 6 — [1132, 659, 1411, 674]
directory-entry: — Wwe. Sophie, Ekhofstr. 7, ✉ 24 — [187, 887, 379, 901]
directory-entry: — Max, Eisendreher, Claus Grothstr. 102, ✉ 25 — [1132, 434, 1399, 448]
directory-entry: — J. A., Commis, Sandweg 1, ✉ 19 — [1132, 298, 1327, 312]
